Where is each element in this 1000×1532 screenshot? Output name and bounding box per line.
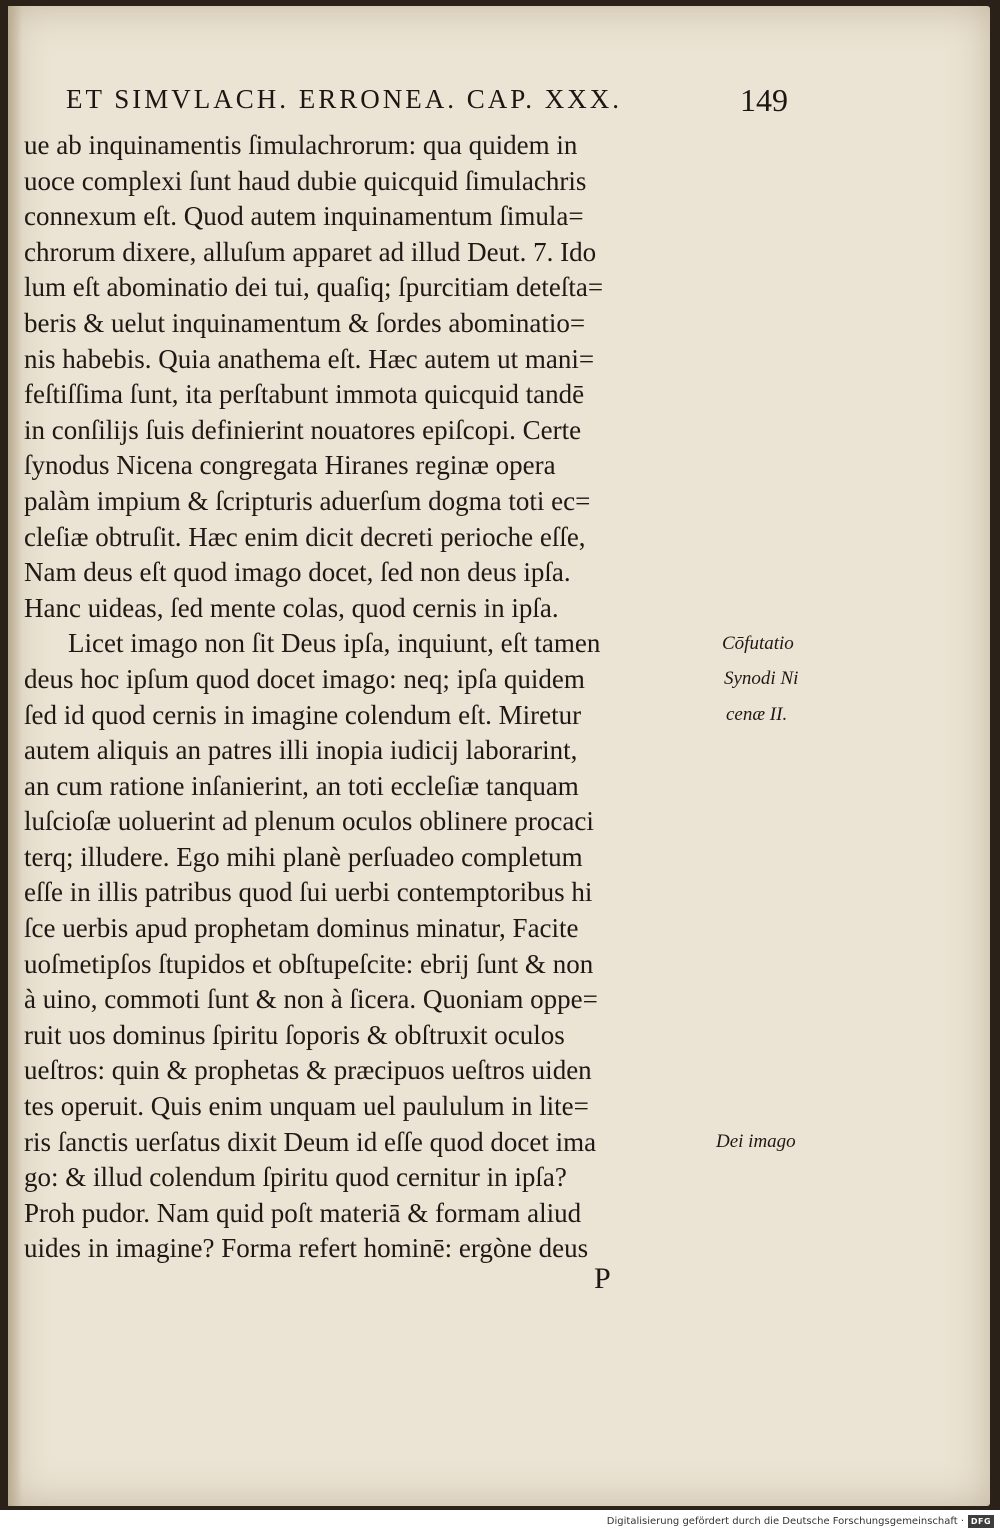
signature-mark: P [594, 1262, 611, 1295]
marginal-note-confutatio: Cōfutatio [722, 633, 794, 654]
text-line: uides in imagine? Forma refert hominē: ergòne deus [24, 1233, 589, 1264]
dfg-logo-icon: DFG [968, 1515, 994, 1528]
body-text [24, 128, 744, 1267]
text-line: luſcioſæ uoluerint ad plenum oculos oblinere procaci [24, 806, 594, 837]
marginal-note-dei-imago: Dei imago [716, 1131, 796, 1152]
funding-credit: Digitalisierung gefördert durch die Deutsche Forschungsgemeinschaft · [606, 1516, 964, 1527]
text-line: ſed id quod cernis in imagine colendum eſt. Miretur [24, 699, 582, 730]
text-line: uoce complexi ſunt haud dubie quicquid ſimulachris [24, 165, 587, 196]
text-line: ſynodus Nicena congregata Hiranes reginæ opera [24, 450, 556, 481]
text-line: ruit uos dominus ſpiritu ſoporis & obſtruxit oculos [24, 1019, 565, 1050]
text-line: uoſmetipſos ſtupidos et obſtupeſcite: ebrij ſunt & non [24, 948, 594, 979]
text-line: Licet imago non ſit Deus ipſa, inquiunt, eſt tamen [68, 628, 601, 659]
text-line: nis habebis. Quia anathema eſt. Hæc autem ut mani= [24, 343, 595, 374]
text-line: Hanc uideas, ſed mente colas, quod cernis in ipſa. [24, 592, 559, 623]
text-line: Proh pudor. Nam quid poſt materiā & formam aliud [24, 1197, 582, 1228]
text-line: autem aliquis an patres illi inopia iudicij laborarint, [24, 735, 578, 766]
text-line: palàm impium & ſcripturis aduerſum dogma toti ec= [24, 485, 591, 516]
text-line: eſſe in illis patribus quod ſui uerbi contemptoribus hi [24, 877, 593, 908]
text-line: à uino, commoti ſunt & non à ſicera. Quoniam oppe= [24, 984, 598, 1015]
text-line: feſtiſſima ſunt, ita perſtabunt immota quicquid tandē [24, 379, 585, 410]
text-line: ris ſanctis uerſatus dixit Deum id eſſe quod docet ima [24, 1126, 597, 1157]
text-line: go: & illud colendum ſpiritu quod cernitur in ipſa? [24, 1162, 567, 1193]
text-line: deus hoc ipſum quod docet imago: neq; ipſa quidem [24, 663, 585, 694]
text-line: terq; illudere. Ego mihi planè perſuadeo completum [24, 841, 583, 872]
text-line: connexum eſt. Quod autem inquinamentum ſimula= [24, 201, 584, 232]
text-line: beris & uelut inquinamentum & ſordes abominatio= [24, 307, 586, 338]
running-head: ET SIMVLACH. ERRONEA. CAP. XXX. [66, 84, 623, 114]
text-line: chrorum dixere, alluſum apparet ad illud Deut. 7. Ido [24, 236, 597, 267]
page-number: 149 [740, 82, 788, 118]
text-line: tes operuit. Quis enim unquam uel paululum in lite= [24, 1091, 589, 1122]
page-gutter-shadow [8, 6, 22, 1506]
marginal-note-synodi: Synodi Ni [724, 668, 799, 689]
text-line: ue ab inquinamentis ſimulachrorum: qua quidem in [24, 130, 578, 160]
text-line: cleſiæ obtruſit. Hæc enim dicit decreti perioche eſſe, [24, 521, 586, 552]
text-line: in conſilijs ſuis definierint nouatores epiſcopi. Certe [24, 414, 582, 445]
text-line: Nam deus eſt quod imago docet, ſed non deus ipſa. [24, 557, 571, 588]
text-line: an cum ratione inſanierint, an toti eccleſiæ tanquam [24, 770, 579, 801]
text-line: lum eſt abominatio dei tui, quaſiq; ſpurcitiam deteſta= [24, 272, 604, 303]
text-line: ueſtros: quin & prophetas & præcipuos ueſtros uiden [24, 1055, 592, 1086]
text-line: ſce uerbis apud prophetam dominus minatur, Facite [24, 913, 579, 944]
marginal-note-cenae: cenæ II. [726, 704, 788, 725]
